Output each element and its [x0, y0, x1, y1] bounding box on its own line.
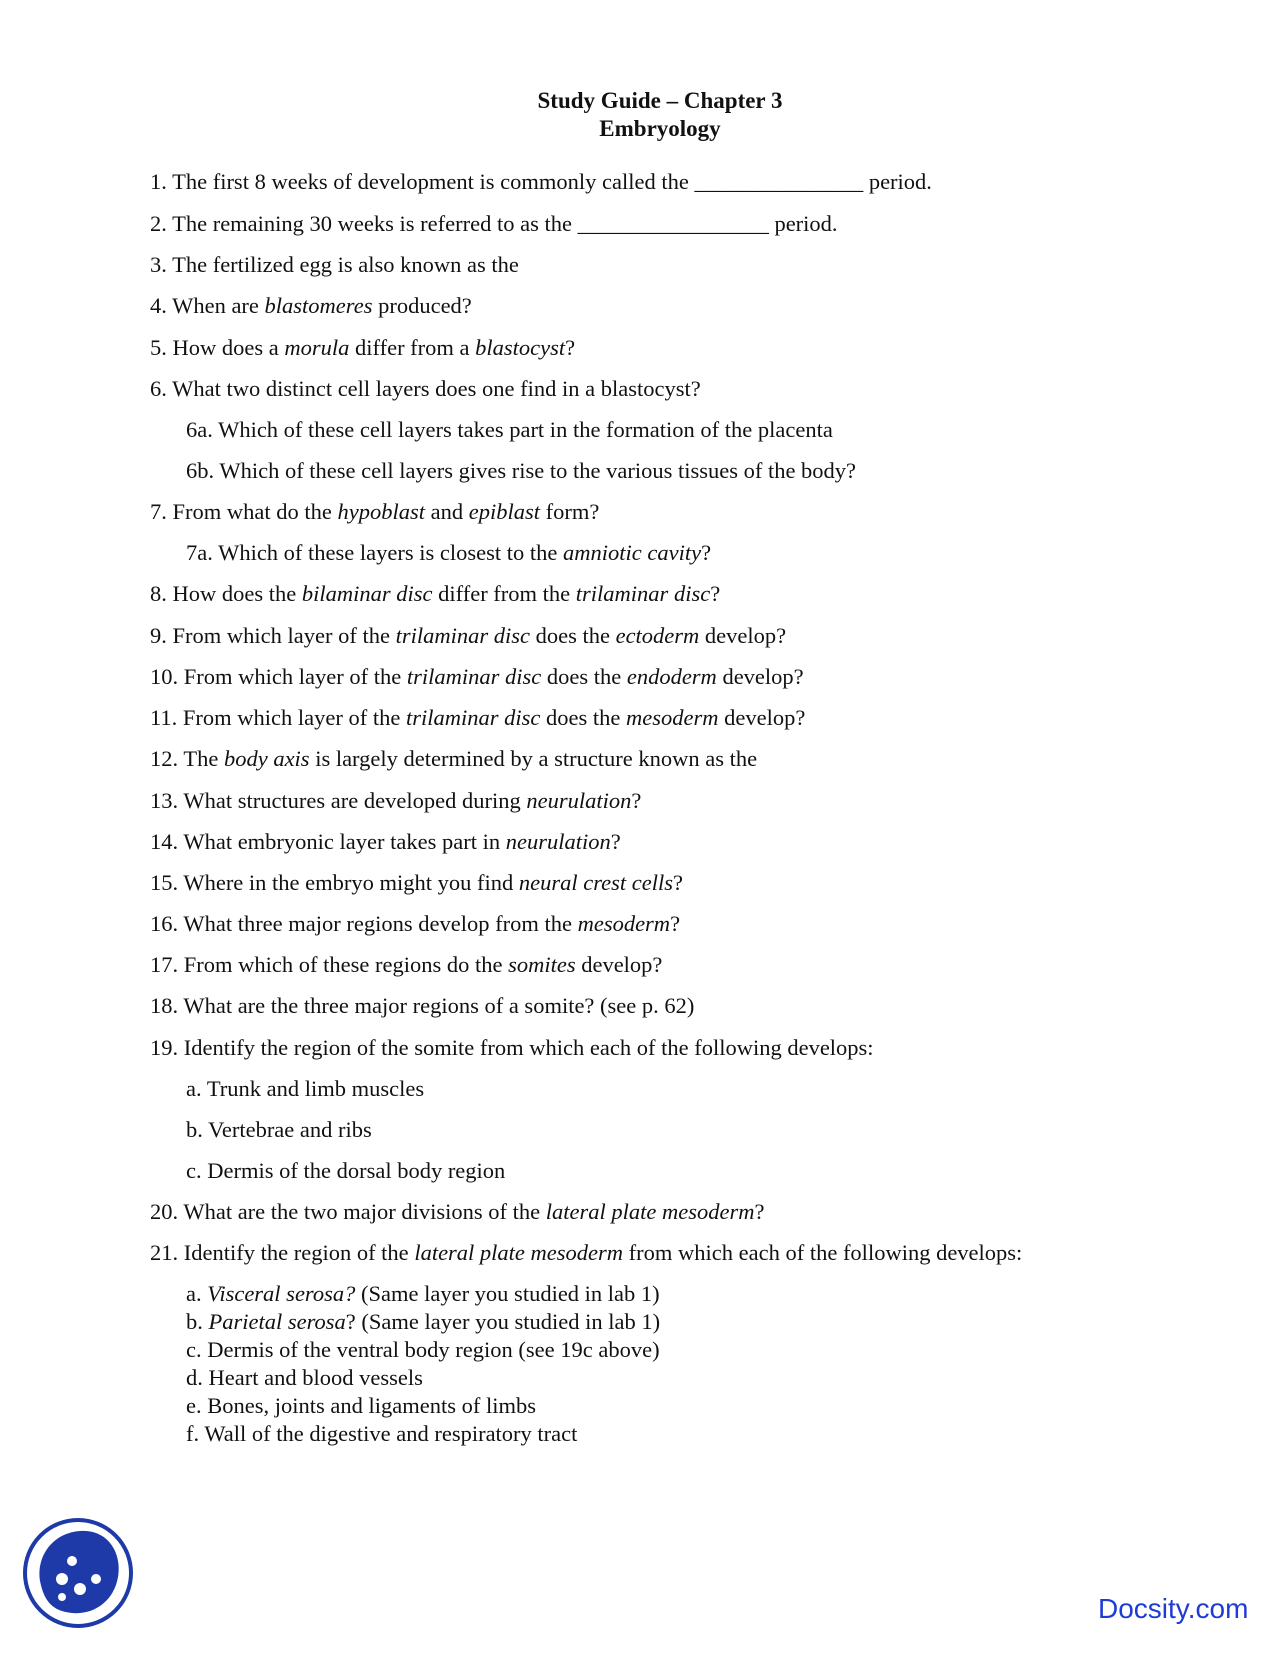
question-21e: e. Bones, joints and ligaments of limbs [186, 1393, 536, 1418]
question-19: 19. Identify the region of the somite from which each of the following develops: [150, 1035, 874, 1060]
question-11: 11. From which layer of the trilaminar disc does the mesoderm develop? [150, 705, 806, 730]
question-19c: c. Dermis of the dorsal body region [186, 1158, 506, 1183]
document-title: Study Guide – Chapter 3 [537, 88, 783, 113]
question-19a: a. Trunk and limb muscles [186, 1076, 425, 1101]
question-3: 3. The fertilized egg is also known as the [150, 252, 519, 277]
question-9: 9. From which layer of the trilaminar disc does the ectoderm develop? [150, 623, 787, 648]
question-21b: b. Parietal serosa? (Same layer you studied in lab 1) [186, 1309, 661, 1334]
question-6: 6. What two distinct cell layers does one find in a blastocyst? [150, 376, 701, 401]
question-1: 1. The first 8 weeks of development is commonly called the _______________ period. [150, 169, 932, 194]
question-21a: a. Visceral serosa? (Same layer you studied in lab 1) [186, 1281, 660, 1306]
question-21d: d. Heart and blood vessels [186, 1365, 423, 1390]
question-16: 16. What three major regions develop from the mesoderm? [150, 911, 681, 936]
question-14: 14. What embryonic layer takes part in neurulation? [150, 829, 621, 854]
question-6b: 6b. Which of these cell layers gives rise to the various tissues of the body? [186, 458, 857, 483]
question-19b: b. Vertebrae and ribs [186, 1117, 372, 1142]
question-18: 18. What are the three major regions of a somite? (see p. 62) [150, 993, 695, 1018]
question-20: 20. What are the two major divisions of the lateral plate mesoderm? [150, 1199, 765, 1224]
document-subtitle: Embryology [599, 116, 721, 141]
question-21c: c. Dermis of the ventral body region (see 19c above) [186, 1337, 660, 1362]
question-21f: f. Wall of the digestive and respiratory tract [186, 1421, 578, 1446]
question-7: 7. From what do the hypoblast and epiblast form? [150, 499, 600, 524]
docsity-brand-link[interactable]: Docsity.com [1098, 1593, 1249, 1624]
question-5: 5. How does a morula differ from a blastocyst? [150, 335, 576, 360]
question-4: 4. When are blastomeres produced? [150, 293, 472, 318]
question-12: 12. The body axis is largely determined by a structure known as the [150, 746, 758, 771]
question-2: 2. The remaining 30 weeks is referred to as the _________________ period. [150, 211, 838, 236]
question-13: 13. What structures are developed during neurulation? [150, 788, 642, 813]
question-17: 17. From which of these regions do the somites develop? [150, 952, 663, 977]
question-21: 21. Identify the region of the lateral plate mesoderm from which each of the following develops: [150, 1240, 1023, 1265]
question-10: 10. From which layer of the trilaminar disc does the endoderm develop? [150, 664, 804, 689]
question-15: 15. Where in the embryo might you find neural crest cells? [150, 870, 684, 895]
docsity-logo-icon [22, 1517, 134, 1629]
question-7a: 7a. Which of these layers is closest to the amniotic cavity? [186, 540, 712, 565]
question-6a: 6a. Which of these cell layers takes part in the formation of the placenta [186, 417, 833, 442]
question-8: 8. How does the bilaminar disc differ from the trilaminar disc? [150, 581, 721, 606]
